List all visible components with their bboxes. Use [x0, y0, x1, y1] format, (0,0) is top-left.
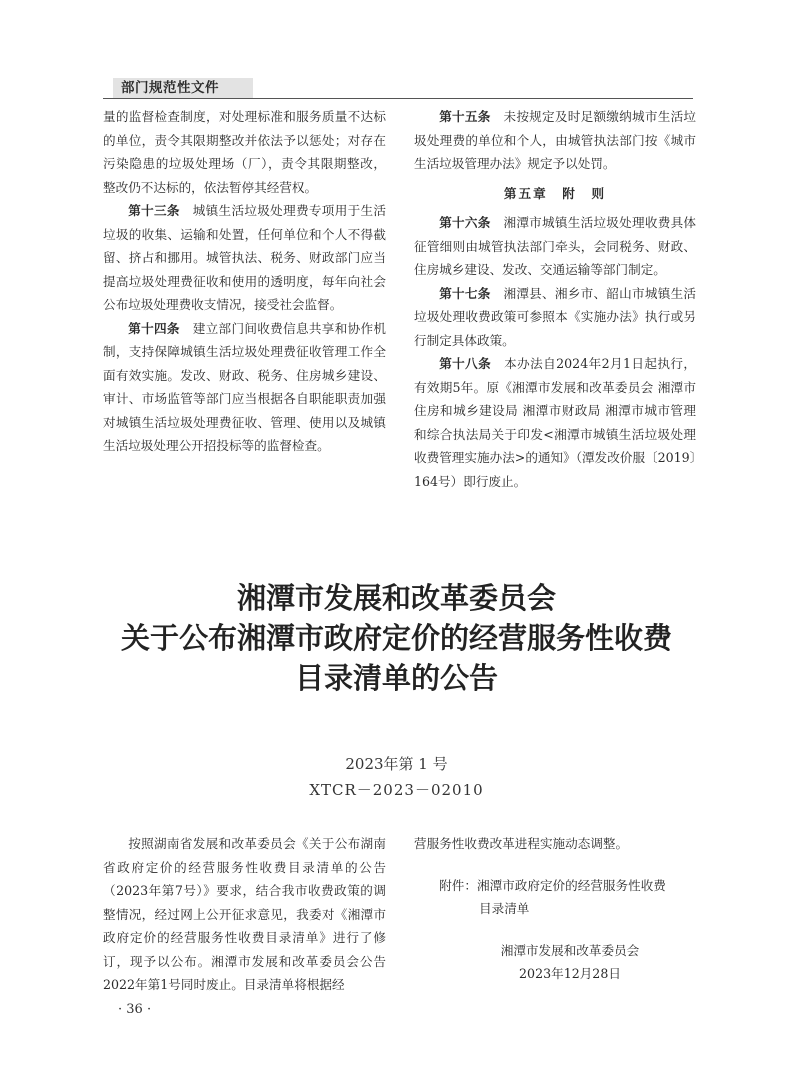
article-17-label: 第十七条: [439, 285, 491, 301]
article-15: [414, 105, 696, 176]
article-16-label: 第十六条: [439, 215, 491, 230]
article-14-text: 建立部门间收费信息共享和协作机制，支持保障城镇生活垃圾处理费征收管理工作全面有效实施。发改、财政、税务、住房城乡建设、审计、市场监管等部门应当根据各自职能职责加强对城镇生活垃圾处理费征收、管理、使用以及城镇生活垃圾处理公开招投标等的监督检查。: [103, 320, 386, 453]
issue-number: 2023年第 1 号: [345, 755, 448, 773]
notice-title-line-1: 湘潭市发展和改革委员会: [236, 581, 556, 615]
signing-date: 2023年12月28日: [519, 966, 621, 981]
article-14-label: 第十四条: [128, 320, 180, 336]
article-18-text: 本办法自2024年2月1日起执行，有效期5年。原《湘潭市发展和改革委员会 湘潭市住房和城乡建设局 湘潭市财政局 湘潭市城市管理和综合执法局关于印发<湘潭市城镇生活垃圾处理收费管理实施办法>的通知》（潭发改价服〔2019〕164号）即行废止。: [414, 356, 697, 489]
article-18-label: 第十八条: [439, 356, 492, 371]
page-number: · 36 ·: [118, 1002, 152, 1017]
attachment-line-2: 目录清单: [479, 901, 530, 916]
section-label: 部门规范性文件: [113, 78, 253, 98]
right-column-bottom: [414, 832, 696, 986]
header-rule: [103, 98, 693, 99]
article-16-text: 湘潭市城镇生活垃圾处理收费具体征管细则由城管执法部门牵头，会同税务、财政、住房城乡建设、发改、交通运输等部门制定。: [414, 215, 697, 277]
article-17-text: 湘潭县、湘乡市、韶山市城镇生活垃圾处理收费政策可参照本《实施办法》执行或另行制定具体政策。: [414, 285, 697, 348]
article-14: [103, 317, 386, 458]
article-17: [414, 282, 696, 353]
paragraph-continued: 量的监督检查制度，对处理标准和服务质量不达标的单位，责令其限期整改并依法予以惩处；对存在污染隐患的垃圾处理场（厂），责令其限期整改，整改仍不达标的，依法暂停其经营权。: [103, 109, 386, 195]
left-column-top: [103, 105, 386, 458]
article-15-label: 第十五条: [439, 109, 491, 124]
right-column-top: [414, 105, 696, 493]
article-13-text: 城镇生活垃圾处理费专项用于生活垃圾的收集、运输和处置，任何单位和个人不得截留、挤占和挪用。城管执法、税务、财政部门应当提高垃圾处理费征收和使用的透明度，每年向社会公布垃圾处理费收支情况，接受社会监督。: [103, 203, 386, 312]
article-16: [414, 211, 696, 282]
notice-body: 按照湖南省发展和改革委员会《关于公布湖南省政府定价的经营服务性收费目录清单的公告（2023年第7号）》要求，结合我市收费政策的调整情况，经过网上公开征求意见，我委对《湘潭市政府定价的经营服务性收费目录清单》进行了修订，现予以公布。湘潭市发展和改革委员会公告2022年第1号同时废止。目录清单将根据经: [103, 836, 386, 992]
notice-body-continued: 营服务性收费改革进程实施动态调整。: [414, 836, 629, 851]
notice-title: [60, 578, 733, 698]
notice-title-line-2: 关于公布湘潭市政府定价的经营服务性收费: [120, 621, 672, 655]
left-column-bottom: [103, 832, 386, 997]
signer: 湘潭市发展和改革委员会: [500, 942, 640, 958]
chapter-heading: 第五章 附 则: [503, 185, 607, 201]
document-code: XTCR－2023－02010: [309, 781, 484, 799]
article-13: [103, 199, 386, 317]
notice-title-line-3: 目录清单的公告: [294, 661, 498, 695]
attachment-line-1: 附件：湘潭市政府定价的经营服务性收费: [439, 877, 666, 893]
article-15-text: 未按规定及时足额缴纳城市生活垃圾处理费的单位和个人，由城管执法部门按《城市生活垃圾管理办法》规定予以处罚。: [414, 109, 697, 171]
article-18: [414, 352, 696, 493]
article-13-label: 第十三条: [128, 203, 180, 218]
